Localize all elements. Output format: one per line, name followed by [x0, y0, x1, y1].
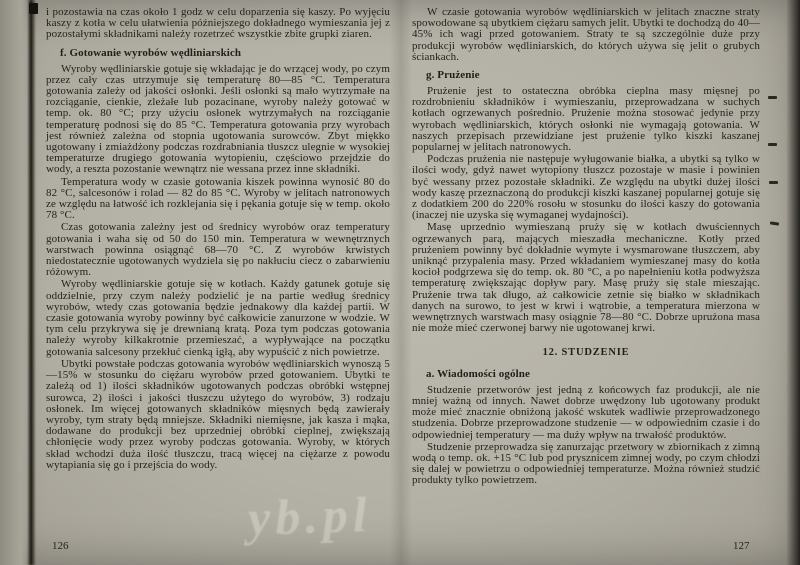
margin-mark — [768, 143, 777, 146]
watermark: yb.pl — [247, 485, 373, 547]
page-gutter-shadow — [390, 0, 412, 565]
paragraph: Ubytki powstałe podczas gotowania wyrobów wędliniarskich wynoszą 5—15% w stosunku do ciężaru wyrobów przed gotowaniem. Ubytki te zależą od 1) ilości składników ugotowanych podczas obróbki wstępnej surowca, 2) ilości i jakości tłuszczu użytego do wyrobów, 3) rodzaju osłonek. Im więcej gotowanych składników mięsnych będą zawierały wyroby, tym straty będą mniejsze. Składniki niemięsne, jak kasza i mąka, dodawane do produkcji bez uprzedniej obróbki cieplnej, zwiększają chłonięcie wody przez wyroby podczas gotowania. Wyroby, w których skład wchodzi duża ilość tłuszczu, tracą więcej na ciężarze z powodu wytapiania się go i przejścia do wody. — [46, 357, 390, 471]
paragraph: Studzenie przeprowadza się zanurzając przetwory w zbiornikach z zimną wodą o temp. ok. +15 °C lub pod prysznicem zimnej wody, po czym chłodzi się dalej w powietrzu o odpowiedniej temperaturze. Można również studzić produkty tylko powietrzem. — [412, 440, 760, 487]
paragraph: Wyroby wędliniarskie gotuje się w kotłach. Każdy gatunek gotuje się oddzielnie, przy czym należy podzielić je na partie według średnicy wyrobów, wtedy czas gotowania będzie jednakowy dla każdej partii. W czasie gotowania wyroby powinny być całkowicie zanurzone w wodzie. W tym celu przykrywa się je drewnianą kratą. Poza tym podczas gotowania należy wyroby kilkakrotnie przemieszać, a wypływające na początku gotowania salcesony przekłuć cienką igłą, aby wypuścić z nich powietrze. — [46, 278, 390, 358]
page-right — [412, 7, 760, 488]
margin-mark — [768, 96, 777, 99]
chapter-heading-studzenie: 12. STUDZENIE — [542, 347, 630, 359]
margin-mark — [770, 221, 779, 225]
page-left — [46, 7, 390, 472]
scan-edge-right — [786, 0, 800, 565]
section-heading-gotowanie: f. Gotowanie wyrobów wędliniarskich — [60, 46, 242, 59]
margin-mark — [769, 181, 778, 184]
scan-edge-left — [0, 0, 30, 565]
page-number-left: 126 — [52, 540, 69, 552]
page-number-right: 127 — [733, 540, 750, 552]
paragraph: W czasie gotowania wyrobów wędliniarskich w jelitach znaczne straty spowodowane są ubytkiem ciężaru samych jelit. Ubytki te dochodzą do 40—45% ich wagi przed gotowaniem. Straty te są szczególnie duże przy produkcji wyrobów wędliniarskich, do których używa się jelit o grubych ściankach. — [412, 6, 760, 63]
page-edge-shadow-left — [27, 0, 36, 565]
scan-artifact-corner — [29, 3, 38, 14]
paragraph: Studzenie przetworów jest jedną z końcowych faz produkcji, ale nie mniej ważną od innych. Nawet dobrze uwędzony lub ugotowany produkt może mieć znacznie obniżoną jakość wskutek wadliwie przeprowadzonego studzenia. Dobrze przeprowadzone studzenie — w odpowiednim czasie i do odpowiedniej temperatury — ma duży wpływ na trwałość produktów. — [412, 383, 760, 441]
section-heading-pruzenie: g. Prużenie — [426, 69, 480, 82]
paragraph-continuation: i pozostawia na czas około 1 godz w celu doparzenia się kaszy. Po wyjęciu kaszy z kotła w celu ułatwienia późniejszego dokładnego wymieszania jej z pozostałymi składnikami należy rozetrzeć wszystkie zbite grupki ziaren. — [46, 6, 390, 41]
paragraph: Wyroby wędliniarskie gotuje się wkładając je do wrzącej wody, po czym przez cały czas utrzymuje się temperaturę 80—85 °C. Temperatura gotowania zależy od jakości osłonki. Jeśli osłonki są mało wytrzymałe na rozciąganie, cienkie, zleżałe lub pozacinane, wyroby należy gotować w temp. ok. 80 °C; przy użyciu osłonek wytrzymałych na rozciąganie temperaturę podnosi się do 85 °C. Temperatura gotowania przy wyrobach jest również zależna od stopnia ugotowania surowców. Zbyt miękko ugotowany i zmiażdżony podczas rozdrabniania tłuszcz ulegnie w wysokiej temperaturze drugiego gotowania wytopieniu, częściowo przejdzie do wody, a reszta pozostanie wewnątrz nie wessana przez inne składniki. — [46, 62, 390, 176]
paragraph: Podczas prużenia nie następuje wyługowanie białka, a ubytki są tylko w ilości wody, gdyż nawet wytopiony tłuszcz pozostaje w masie i powinien być wessany przez pozostałe składniki. Ze względu na ubytki dużej ilości wody kaszę przeznaczoną do produkcji kiszki kaszanej popularnej gotuje się z dodatkiem 200 do 220% rosołu w stosunku do ilości kaszy do gotowania (inaczej nie uzyska się wymaganej wydajności). — [412, 153, 760, 222]
paragraph: Temperatura wody w czasie gotowania kiszek powinna wynosić 80 do 82 °C, salcesonów i rolad — 82 do 85 °C. Wyroby w jelitach natronowych ze względu na łatwość ich rozklejania się i pękania gotuje się w temp. około 78 °C. — [46, 175, 390, 222]
paragraph: Masę uprzednio wymieszaną pruży się w kotłach dwuściennych ogrzewanych parą, mających mieszadła mechaniczne. Kotły przed prużeniem powinny być dokładnie wymyte i wysmarowane tłuszczem, aby uniknąć przypalenia masy. Przed wkładaniem wymieszanej masy do kotła kocioł podgrzewa się do temp. ok. 80 °C, a po napełnieniu kotła podwyższa temperaturę zwiększając dopływ pary. Masę pruży się stale mieszając. Prużenie trwa tak długo, aż całkowicie zetnie się białko w składnikach danych na surowo, to jest w krwi i wątrobie, a temperatura mierzona w wewnętrznych warstwach masy osiągnie 78—80 °C. Dobrze uprużona masa nie może mieć czerwonej barwy nie ugotowanej krwi. — [412, 221, 760, 335]
paragraph: Czas gotowania zależny jest od średnicy wyrobów oraz temperatury gotowania i waha się od 50 do 150 min. Temperatura w wewnętrznych warstwach powinna osiągnąć 68—70 °C. Z wyrobów krwistych niedostatecznie ugotowanych wydziela się po nakłuciu ciecz o zabarwieniu różowym. — [46, 221, 390, 279]
paragraph: Prużenie jest to ostateczna obróbka cieplna masy mięsnej po rozdrobnieniu składników i wymieszaniu, przeprowadzana w suchych kotłach ogrzewanych pośrednio. Prużenie można stosować jedynie przy wyrobach wędliniarskich, których osłonki nie wymagają gotowania. W naszych przepisach przewidziane jest prużenie tylko kiszki kaszanej popularnej w jelitach natronowych. — [412, 85, 760, 154]
section-heading-wiadomosci: a. Wiadomości ogólne — [426, 367, 530, 380]
